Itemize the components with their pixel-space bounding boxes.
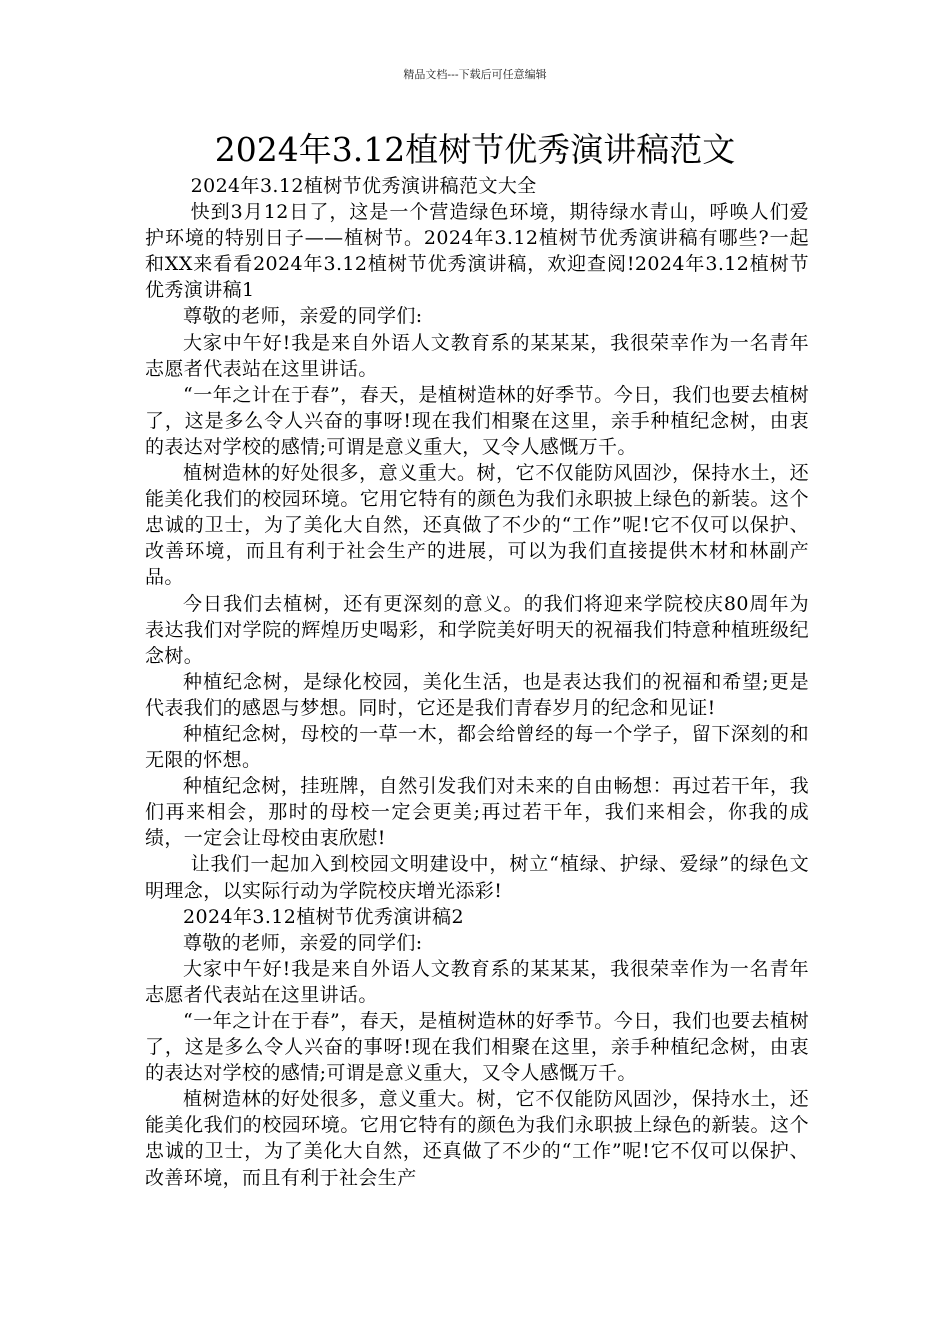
subtitle-paragraph: 2024年3.12植树节优秀演讲稿范文大全 bbox=[190, 175, 537, 197]
body-paragraph: 植树造林的好处很多，意义重大。树，它不仅能防风固沙，保持水土，还能美化我们的校园环境。它用它特有的颜色为我们永职披上绿色的新装。这个忠诚的卫士，为了美化大自然，还真做了不少的“工作”呢!它不仅可以保护、改善环境，而且有利于社会生产的进展，可以为我们直接提供木材和林副产品。 bbox=[145, 462, 809, 589]
body-paragraph: 植树造林的好处很多，意义重大。树，它不仅能防风固沙，保持水土，还能美化我们的校园环境。它用它特有的颜色为我们永职披上绿色的新装。这个忠诚的卫士，为了美化大自然，还真做了不少的“工作”呢!它不仅可以保护、改善环境，而且有利于社会生产 bbox=[145, 1088, 809, 1189]
document-title: 2024年3.12植树节优秀演讲稿范文 bbox=[214, 130, 736, 169]
document-body bbox=[145, 173, 809, 1191]
body-paragraph: 种植纪念树，母校的一草一木，都会给曾经的每一个学子，留下深刻的和无限的怀想。 bbox=[145, 722, 809, 772]
body-paragraph: 让我们一起加入到校园文明建设中，树立“植绿、护绿、爱绿”的绿色文明理念，以实际行动为学院校庆增光添彩! bbox=[145, 853, 809, 902]
body-paragraph: 尊敬的老师，亲爱的同学们: bbox=[183, 305, 423, 328]
body-paragraph: 尊敬的老师，亲爱的同学们: bbox=[183, 931, 423, 954]
body-paragraph: “一年之计在于春”，春天，是植树造林的好季节。今日，我们也要去植树了，这是多么令人兴奋的事呀!现在我们相聚在这里，亲手种植纪念树，由衷的表达对学校的感情;可谓是意义重大，又令人感慨万千。 bbox=[145, 383, 809, 458]
body-paragraph: 大家中午好!我是来自外语人文教育系的某某某，我很荣幸作为一名青年志愿者代表站在这里讲话。 bbox=[145, 331, 809, 380]
body-paragraph: 种植纪念树，挂班牌，自然引发我们对未来的自由畅想：再过若干年，我们再来相会，那时的母校一定会更美;再过若干年，我们来相会，你我的成绩，一定会让母校由衷欣慰! bbox=[145, 775, 809, 850]
body-paragraph: “一年之计在于春”，春天，是植树造林的好季节。今日，我们也要去植树了，这是多么令人兴奋的事呀!现在我们相聚在这里，亲手种植纪念树，由衷的表达对学校的感情;可谓是意义重大，又令人感慨万千。 bbox=[145, 1010, 809, 1085]
body-paragraph: 种植纪念树，是绿化校园，美化生活，也是表达我们的祝福和希望;更是代表我们的感恩与梦想。同时，它还是我们青春岁月的纪念和见证! bbox=[145, 670, 809, 719]
header-note: 精品文档---下载后可任意编辑 bbox=[403, 68, 547, 81]
section-heading: 2024年3.12植树节优秀演讲稿2 bbox=[183, 905, 464, 928]
body-paragraph: 快到3月12日了，这是一个营造绿色环境，期待绿水青山，呼唤人们爱护环境的特别日子——植树节。2024年3.12植树节优秀演讲稿有哪些?一起和XX来看看2024年3.12植树节优秀演讲稿，欢迎查阅!2024年3.12植树节优秀演讲稿1 bbox=[145, 201, 809, 302]
body-paragraph: 大家中午好!我是来自外语人文教育系的某某某，我很荣幸作为一名青年志愿者代表站在这里讲话。 bbox=[145, 957, 809, 1006]
body-paragraph: 今日我们去植树，还有更深刻的意义。的我们将迎来学院校庆80周年为表达我们对学院的辉煌历史喝彩，和学院美好明天的祝福我们特意种植班级纪念树。 bbox=[145, 592, 809, 667]
